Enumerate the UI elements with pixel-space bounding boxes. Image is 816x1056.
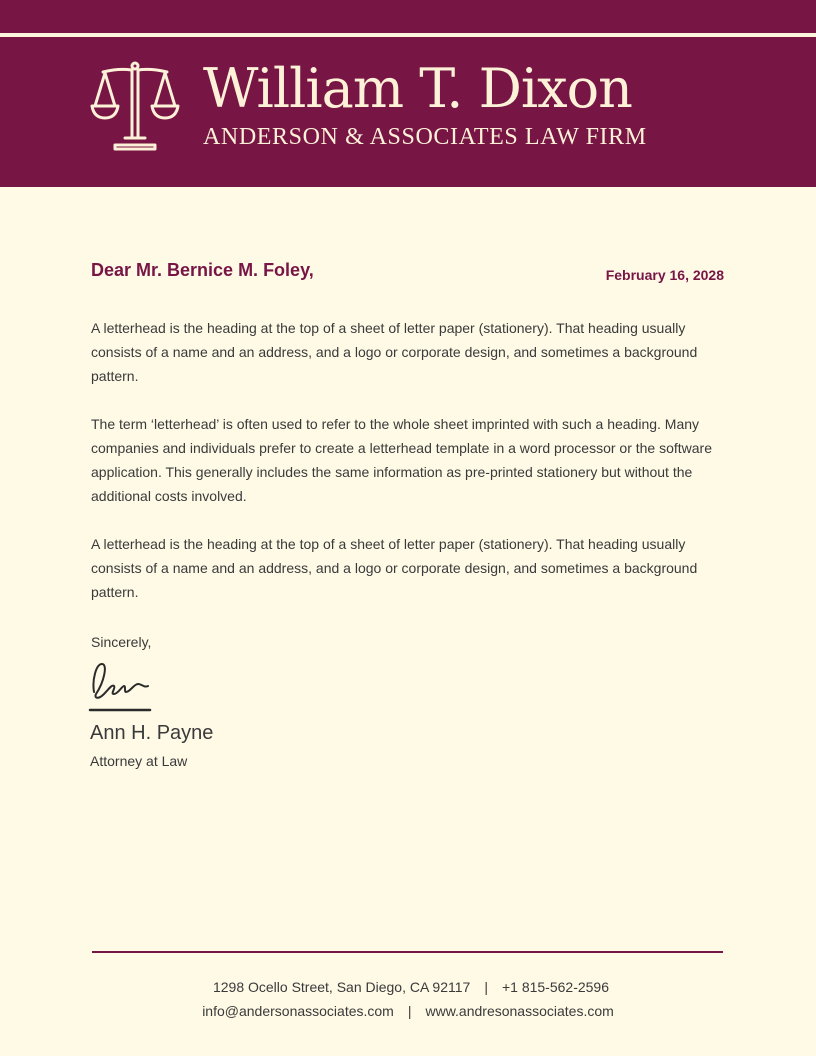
footer-line-address — [3, 975, 816, 999]
letter-body — [91, 316, 727, 628]
body-paragraph: The term ‘letterhead’ is often used to refer to the whole sheet imprinted with such a heading. Many companies and individuals prefer to create a letterhead template in a word processor or the software application. This generally includes the same information as pre-printed stationery but without the additional costs involved. — [91, 416, 713, 504]
body-paragraph: A letterhead is the heading at the top of a sheet of letter paper (stationery). That heading usually consists of a name and an address, and a logo or corporate design, and sometimes a background pattern. — [91, 536, 698, 600]
closing: Sincerely, — [91, 634, 152, 650]
letterhead-banner — [0, 0, 816, 187]
footer-phone: +1 815-562-2596 — [501, 979, 610, 995]
body-paragraph: A letterhead is the heading at the top of a sheet of letter paper (stationery). That heading usually consists of a name and an address, and a logo or corporate design, and sometimes a background pattern. — [91, 320, 698, 384]
salutation: Dear Mr. Bernice M. Foley, — [91, 260, 314, 280]
signer-title: Attorney at Law — [90, 753, 188, 769]
footer-website: www.andresonassociates.com — [425, 1003, 614, 1019]
footer-separator: | — [484, 979, 488, 995]
footer-divider — [92, 951, 723, 953]
footer-separator: | — [407, 1003, 412, 1019]
firm-name: ANDERSON & ASSOCIATES LAW FIRM — [203, 124, 647, 150]
handwritten-signature — [88, 656, 154, 712]
scales-of-justice-icon — [89, 60, 181, 152]
letter-date: February 16, 2028 — [605, 267, 724, 283]
header-divider-line — [0, 33, 816, 37]
signer-name: Ann H. Payne — [90, 722, 214, 744]
footer-email: info@andersonassociates.com — [202, 1003, 394, 1019]
footer-line-contact — [0, 999, 816, 1023]
footer-address: 1298 Ocello Street, San Diego, CA 92117 — [212, 979, 471, 995]
sender-name: William T. Dixon — [203, 57, 632, 120]
